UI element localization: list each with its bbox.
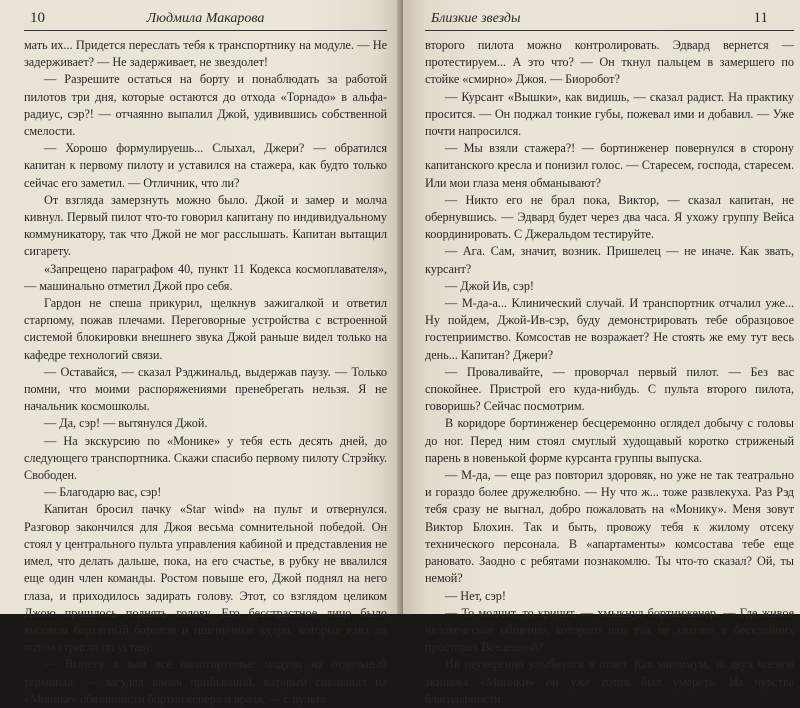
paragraph: — Оставайся, — сказал Рэджинальд, выдержав паузу. — Только помни, что моими распоряжениями пренебрегать нельзя. Я не начальник космошколы.: [24, 364, 387, 414]
paragraph: второго пилота можно контролировать. Эдвард вернется — протестируем... А это что? — Он ткнул пальцем в замершего по стойке «смирно» Джоя. — Биоробот?: [425, 38, 794, 87]
paragraph: — Хорошо формулируешь... Слыхал, Джери? — обратился капитан к первому пилоту и уставился на стажера, как будто только сейчас его заметил. — Отличник, что ли?: [24, 141, 387, 190]
paragraph: — М-да-а... Клинический случай. И транспортник отчалил уже... Ну пойдем, Джой-Ив-сэр, буду демонстрировать тебе образцовое гостеприимство. Комсостав не возражает? Не стоять же ему тут весь день... Капитан? Джери?: [425, 296, 794, 362]
right-running-title: Близкие звезды: [431, 11, 521, 26]
paragraph: — Разрешите остаться на борту и понаблюдать за работой пилотов три дня, которые остаются до отхода «Торнадо» в альфа-радиус, сэр?! — отчаянно выпалил Джой, удивившись собственной смелости.: [24, 72, 387, 139]
left-page-text: [24, 37, 387, 708]
paragraph: — То молчит, то кричит, — хмыкнул бортинженер. — Где живое человеческое общение, которого нам так не хватает в бескрайних просторах Вселенной?: [425, 605, 794, 655]
right-page: [403, 0, 800, 706]
paragraph: Гардон не спеша прикурил, щелкнув зажигалкой и ответил старпому, пожав плечами. Переговорные устройства с встроенной системой блокировки внешнего звука Джой раньше видел только на кафедре технологий связи.: [24, 296, 387, 362]
left-page-header: [24, 4, 387, 31]
paragraph: В коридоре бортинженер бесцеремонно оглядел добычу с головы до ног. Перед ним стоял смуглый худощавый коротко стриженый парень в новенькой форме курсанта группы выпуска.: [425, 416, 794, 465]
paragraph: — Ага. Сам, значит, возник. Пришелец — не иначе. Как звать, курсант?: [425, 244, 794, 276]
paragraph: От взгляда замерзнуть можно было. Джой и замер и молча кивнул. Первый пилот что-то говорил капитану по индивидуальному коммуникатору, так что Джой не мог расслышать. Капитан вытащил сигарету.: [24, 192, 387, 259]
right-page-text: [425, 37, 794, 708]
paragraph: — Благодарю вас, сэр!: [44, 485, 162, 500]
right-page-header: [425, 4, 794, 31]
paragraph: — Никто его не брал пока, Виктор, — сказал капитан, не обернувшись. — Эдвард будет через два часа. Я ухожу группу Вейса координировать. С Джеральдом тестируйте.: [425, 192, 794, 242]
paragraph: — Мы взяли стажера?! — бортинженер повернулся в сторону капитанского кресла и понизил голос. — Старесем, господа, старесем. Или мои глаза меня обманывают?: [425, 141, 794, 190]
paragraph: Капитан бросил пачку «Star wind» на пульт и отвернулся. Разговор закончился для Джоя весьма сомнительной победой. Он стоял у центрального пульта управления кабиной и представления не имел, что делать дальше, пока, на его счастье, в рубку не ввалился еще один член команды. Ростом повыше его, Джой поднял на него глаза, и приходилось задирать голову. Этот, со взглядом целиком Джою пришлось поднять голову. Его бесстрастное лицо было вызовом бархатный баритон и пшеничные кудри, которые едва ли потом стригли по уставу.: [24, 502, 387, 655]
right-page-number: 11: [753, 10, 768, 26]
paragraph: — Проваливайте, — проворчал первый пилот. — Без вас спокойнее. Пристрой его куда-нибудь. С пульта второго пилота, говоришь? Сейчас посмотрим.: [425, 364, 794, 414]
paragraph: — Нет, сэр!: [445, 588, 506, 603]
paragraph: «Запрещено параграфом 40, пункт 11 Кодекса космоплавателя», — машинально отметил Джой про себя.: [24, 261, 387, 293]
left-page-number: 10: [30, 10, 45, 26]
paragraph: Ив неуверенно улыбнулся в ответ. Как минимум, за двух членов экипажа «Моники» он уже готов был умереть. Из чувства благодарности.: [425, 657, 794, 706]
paragraph: — Курсант «Вышки», как видишь, — сказал радист. На практику просится. — Он поджал тонкие губы, пожевал ими и добавил. — Уже почти напросился.: [425, 89, 794, 139]
paragraph: — Вынесу я вам все пилотируемые модули на отдельный терминал, — загудел вновь прибывший, который совмещал на «Монике» обязанности бортинженера и врача, — с пульта: [24, 657, 387, 706]
paragraph: — Джой Ив, сэр!: [445, 278, 534, 293]
paragraph: мать их... Придется переслать тебя к транспортнику на модуле. — Не задерживает? — Не задерживает, не звездолет!: [24, 38, 387, 70]
paragraph: — Да, сэр! — вытянулся Джой.: [44, 416, 208, 431]
paragraph: — На экскурсию по «Монике» у тебя есть десять дней, до следующего транспортника. Скажи спасибо первому пилоту Стрэйку. Свободен.: [24, 433, 387, 483]
paragraph: — М-да, — еще раз повторил здоровяк, но уже не так театрально и гораздо более дружелюбно. — Ну что ж... тоже развлекуха. Раз Рэд тебя сразу не выгнал, добро пожаловать на «Монику». Меня зовут Виктор Блохин. Так и быть, провожу тебя к жилому отсеку технического персонала. В «апартаменты» комсостава тебе еще рановато. Заодно с ребятами познакомлю. Ты что-то сказал? Ой, ты немой?: [425, 468, 794, 586]
left-running-title: Людмила Макарова: [146, 11, 265, 26]
